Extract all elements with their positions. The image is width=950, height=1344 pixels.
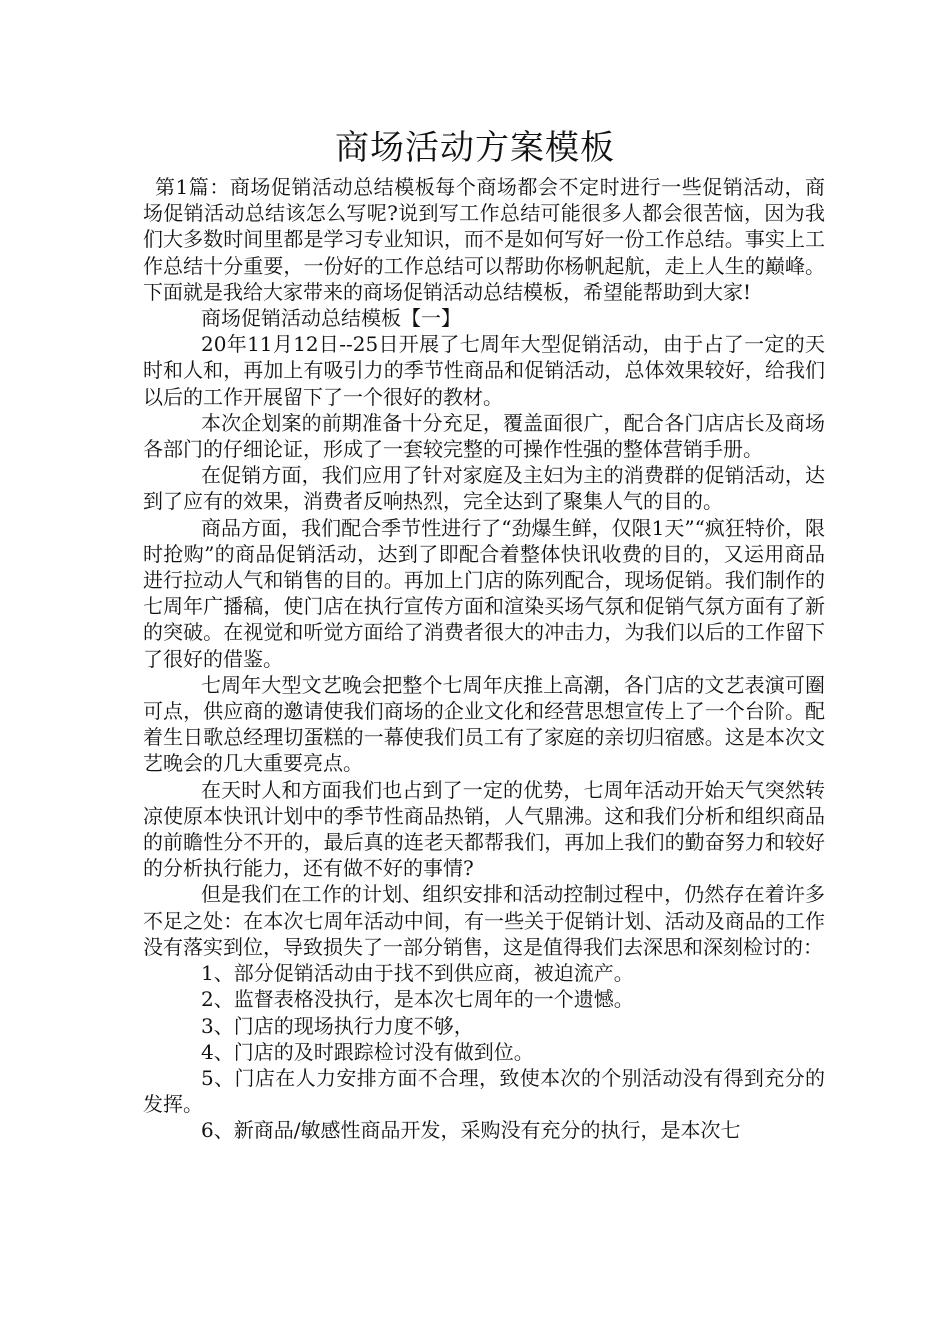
body-paragraph: 在促销方面，我们应用了针对家庭及主妇为主的消费群的促销活动，达到了应有的效果，消费者反响热烈，完全达到了聚集人气的目的。: [143, 463, 825, 514]
body-paragraph: 本次企划案的前期准备十分充足，覆盖面很广，配合各门店店长及商场各部门的仔细论证，形成了一套较完整的可操作性强的整体营销手册。: [143, 410, 825, 462]
document-title: 商场活动方案模板: [335, 128, 615, 168]
list-item: 4、门店的及时跟踪检讨没有做到位。: [201, 1039, 534, 1064]
body-paragraph: 但是我们在工作的计划、组织安排和活动控制过程中，仍然存在着许多不足之处：在本次七周年活动中间，有一些关于促销计划、活动及商品的工作没有落实到位，导致损失了一部分销售，这是值得我们去深思和深刻检讨的：: [143, 882, 825, 959]
body-paragraph: 商品方面，我们配合季节性进行了“劲爆生鲜，仅限1天”“疯狂特价，限时抢购”的商品促销活动，达到了即配合着整体快讯收费的目的，又运用商品进行拉动人气和销售的目的。再加上门店的陈列配合，现场促销。我们制作的七周年广播稿，使门店在执行宣传方面和渲染买场气氛和促销气氛方面有了新的突破。在视觉和听觉方面给了消费者很大的冲击力，为我们以后的工作留下了很好的借鉴。: [143, 515, 825, 671]
body-paragraph: 在天时人和方面我们也占到了一定的优势，七周年活动开始天气突然转凉使原本快讯计划中的季节性商品热销，人气鼎沸。这和我们分析和组织商品的前瞻性分不开的，最后真的连老天都帮我们，再加上我们的勤奋努力和较好的分析执行能力，还有做不好的事情?: [143, 777, 825, 881]
list-item: 1、部分促销活动由于找不到供应商，被迫流产。: [201, 961, 634, 986]
list-item: 2、监督表格没执行，是本次七周年的一个遗憾。: [201, 987, 634, 1012]
body-paragraph: 七周年大型文艺晚会把整个七周年庆推上高潮，各门店的文艺表演可圈可点，供应商的邀请使我们商场的企业文化和经营思想宣传上了一个台阶。配着生日歌总经理切蛋糕的一幕使我们员工有了家庭的亲切归宿感。这是本次文艺晚会的几大重要亮点。: [143, 672, 825, 776]
list-item: 5、门店在人力安排方面不合理，致使本次的个别活动没有得到充分的发挥。: [143, 1065, 825, 1117]
document-body: [143, 174, 825, 1144]
section-heading: 商场促销活动总结模板【一】: [201, 306, 461, 331]
body-paragraph: 20年11月12日--25日开展了七周年大型促销活动，由于占了一定的天时和人和，再加上有吸引力的季节性商品和促销活动，总体效果较好，给我们以后的工作开展留下了一个很好的教材。: [143, 332, 825, 409]
list-item: 3、门店的现场执行力度不够，: [201, 1013, 474, 1038]
intro-paragraph: 第1篇：商场促销活动总结模板每个商场都会不定时进行一些促销活动，商场促销活动总结该怎么写呢?说到写工作总结可能很多人都会很苦恼，因为我们大多数时间里都是学习专业知识，而不是如何写好一份工作总结。事实上工作总结十分重要，一份好的工作总结可以帮助你杨帆起航，走上人生的巅峰。下面就是我给大家带来的商场促销活动总结模板，希望能帮助到大家!: [143, 175, 825, 304]
list-item: 6、新商品/敏感性商品开发，采购没有充分的执行，是本次七: [201, 1118, 741, 1143]
